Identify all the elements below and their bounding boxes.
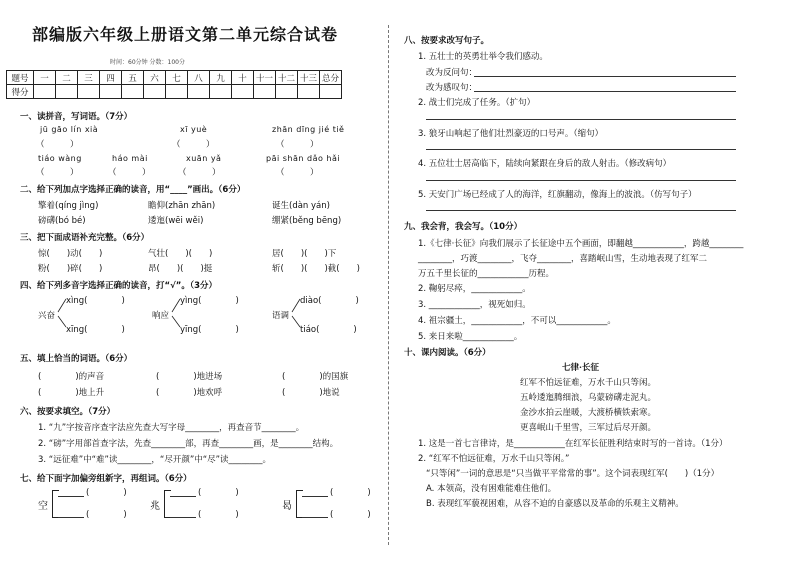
s6-question-2[interactable]: 2. “磅”字用部首查字法，先查________部，再查________画，是________结构。 [38,439,339,449]
answer-line[interactable] [474,91,736,92]
fill-word-item[interactable]: ( )地欢呼 [156,388,223,398]
answer-line[interactable] [426,210,736,211]
score-header-cell: 十三 [298,71,320,85]
answer-paren[interactable]: （ ） [178,168,221,178]
time-info: 时间：60分钟 分数：100分 [110,59,185,66]
answer-paren[interactable]: ( ) [86,510,127,520]
answer-line[interactable] [474,76,736,77]
fill-word-item[interactable]: ( )的声音 [38,372,105,382]
score-header-cell: 九 [210,71,232,85]
answer-line[interactable] [426,180,736,181]
s8-rewrite-label: 改为感叹句： [426,83,478,93]
score-header-cell: 十二 [276,71,298,85]
pinyin-1: jū gāo lín xià [40,125,99,134]
idiom-item[interactable]: 斩( )( )截( ) [272,264,360,274]
pinyin-7: pāi shān dǎo hǎi [266,154,341,163]
answer-paren[interactable]: （ ） [276,168,319,178]
fill-word-item[interactable]: ( )地进场 [156,372,223,382]
score-header-cell: 六 [144,71,166,85]
exam-title: 部编版六年级上册语文第二单元综合试卷 [31,25,338,44]
s8-question-2: 2. 战士们完成了任务。（扩句） [418,98,536,108]
s9-question-3[interactable]: 3. ____________，视死如归。 [418,300,531,310]
s9-question-2[interactable]: 2. 鞠躬尽瘁，____________。 [418,284,531,294]
answer-paren[interactable]: ( ) [330,488,371,498]
answer-line[interactable] [58,496,84,497]
polyphone-word: 响应 [152,311,170,321]
polyphone-word: 兴奋 [38,311,56,321]
answer-paren[interactable]: （ ） [36,168,79,178]
base-char: 曷 [282,501,292,512]
reading-choice[interactable]: 绷紧(běng bēng) [272,216,342,226]
poem-line: 更喜岷山千里雪，三军过后尽开颜。 [520,423,657,433]
answer-line[interactable] [302,517,328,518]
score-header-cell: 四 [100,71,122,85]
polyphone-option[interactable]: xìng( ) [66,296,125,306]
s10-question-1[interactable]: 1. 这是一首七言律诗，是____________在红军长征胜利结束时写的一首诗。（1分） [418,439,728,449]
answer-paren[interactable]: （ ） [172,140,215,150]
section5-heading: 五、填上恰当的词语。（6分） [20,354,133,364]
answer-paren[interactable]: ( ) [86,488,127,498]
bracket [52,490,59,518]
reading-choice[interactable]: 诞生(dàn yán) [272,201,330,211]
poem-line: 金沙水拍云崖暖，大渡桥横铁索寒。 [520,408,657,418]
base-char: 空 [38,501,48,512]
section4-heading: 四、给下列多音字选择正确的读音，打“√”。（3分） [20,281,218,291]
answer-line[interactable] [426,149,736,150]
score-header-cell: 一 [34,71,56,85]
poem-line: 五岭逶迤腾细浪，乌蒙磅礴走泥丸。 [520,393,657,403]
answer-paren[interactable]: ( ) [198,510,239,520]
idiom-item[interactable]: 气壮( )( ) [148,249,213,259]
section6-heading: 六、按要求填空。（7分） [20,407,116,417]
s6-question-1[interactable]: 1. “九”字按音序查字法应先查大写字母________，再查音节________。 [38,423,305,433]
s6-question-3[interactable]: 3. “远征难”中“难”读________，“尽开颜”中“尽”读________。 [38,455,272,465]
polyphone-option[interactable]: diào( ) [300,296,359,306]
score-header-cell: 十 [232,71,254,85]
idiom-item[interactable]: 居( )( )下 [272,249,337,259]
section9-heading: 九、我会背，我会写。（10分） [404,222,523,232]
score-header-cell: 七 [166,71,188,85]
s8-question-5: 5. 天安门广场已经成了人的海洋，红旗翻动，像海上的波浪。（仿写句子） [418,190,697,200]
s8-question-4: 4. 五位壮士居高临下，陆续向紧跟在身后的敌人射击。（修改病句） [418,159,672,169]
section3-heading: 三、把下面成语补充完整。（6分） [20,233,150,243]
pinyin-2: xī yuè [180,125,208,134]
fill-word-item[interactable]: ( )的国旗 [282,372,349,382]
score-header-cell: 总分 [320,71,342,85]
answer-line[interactable] [302,496,328,497]
s10-question-2b[interactable]: “只等闲”一词的意思是“只当做平平常常的事”。这个词表现红军( )（1分） [426,469,720,479]
answer-paren[interactable]: ( ) [330,510,371,520]
poem-line: 红军不怕远征难，万水千山只等闲。 [520,378,657,388]
answer-line[interactable] [426,119,736,120]
pinyin-4: tiáo wàng [38,154,82,163]
answer-paren[interactable]: （ ） [36,140,79,150]
answer-line[interactable] [170,517,196,518]
reading-choice[interactable]: 瞻仰(zhān zhān) [148,201,216,211]
s8-question-1: 1. 五壮士的英勇壮举令我们感动。 [418,52,548,62]
answer-line[interactable] [170,496,196,497]
score-header-cell: 八 [188,71,210,85]
section10-heading: 十、课内阅读。（6分） [404,348,491,358]
polyphone-option[interactable]: yìng( ) [180,296,239,306]
reading-choice[interactable]: 逶迤(wēi wěi) [148,216,204,226]
score-header-cell: 题号 [7,71,34,85]
fill-word-item[interactable]: ( )地说 [282,388,340,398]
s9-line-3[interactable]: 万五千里长征的____________历程。 [418,269,555,279]
fill-word-item[interactable]: ( )地上升 [38,388,105,398]
answer-line[interactable] [58,517,84,518]
section8-heading: 八、按要求改写句子。 [404,36,490,46]
s9-line-1[interactable]: 1.《七律·长征》向我们展示了长征途中五个画面，即翻越____________，跨越________ [418,239,744,249]
s8-rewrite-label: 改为反问句： [426,68,478,78]
reading-choice[interactable]: 磅礴(bó bé) [38,216,86,226]
s10-question-2: 2. “红军不怕远征难，万水千山只等闲。” [418,454,570,464]
reading-choice[interactable]: 擎着(qíng jìng) [38,201,99,211]
polyphone-word: 语调 [272,311,290,321]
option-b[interactable]: B. 表现红军藐视困难，从容不迫的自豪感以及革命的乐观主义精神。 [426,499,684,509]
section7-heading: 七、给下面字加偏旁组新字，再组词。（6分） [20,474,192,484]
idiom-item[interactable]: 粉( )碎( ) [38,264,103,274]
poem-title: 七律·长征 [562,363,599,373]
polyphone-option[interactable]: xīng( ) [66,325,125,335]
answer-paren[interactable]: （ ） [276,140,319,150]
polyphone-option[interactable]: tiáo( ) [300,325,357,335]
score-header-cell: 十一 [254,71,276,85]
pinyin-6: xuān yǎ [186,154,222,163]
idiom-item[interactable]: 昂( )( )挺 [148,264,213,274]
bracket [296,490,303,518]
section2-heading: 二、给下列加点字选择正确的读音，用“____”画出。（6分） [20,185,246,195]
score-header-cell: 二 [56,71,78,85]
option-a[interactable]: A. 本领高，没有困难能难住他们。 [426,484,557,494]
section1-heading: 一、读拼音，写词语。（7分） [20,112,133,122]
score-header-cell: 五 [122,71,144,85]
s9-question-4[interactable]: 4. 祖宗疆土，____________，不可以____________。 [418,316,616,326]
pinyin-3: zhān dīng jié tiě [272,125,345,134]
idiom-item[interactable]: 惊( )动( ) [38,249,103,259]
polyphone-option[interactable]: yīng( ) [180,325,239,335]
s9-question-5[interactable]: 5. 来日来啦____________。 [418,332,523,342]
answer-paren[interactable]: （ ） [108,168,151,178]
answer-paren[interactable]: ( ) [198,488,239,498]
s9-line-2[interactable]: ________，巧渡________，飞夺________，喜踏岷山雪，生动地表现了红军二 [418,254,708,264]
bracket [164,490,171,518]
base-char: 兆 [150,501,160,512]
score-cell: 得分 [7,85,34,99]
score-header-cell: 三 [78,71,100,85]
pinyin-5: háo mài [112,154,148,163]
s8-question-3: 3. 狼牙山响起了他们壮烈豪迈的口号声。（缩句） [418,129,604,139]
